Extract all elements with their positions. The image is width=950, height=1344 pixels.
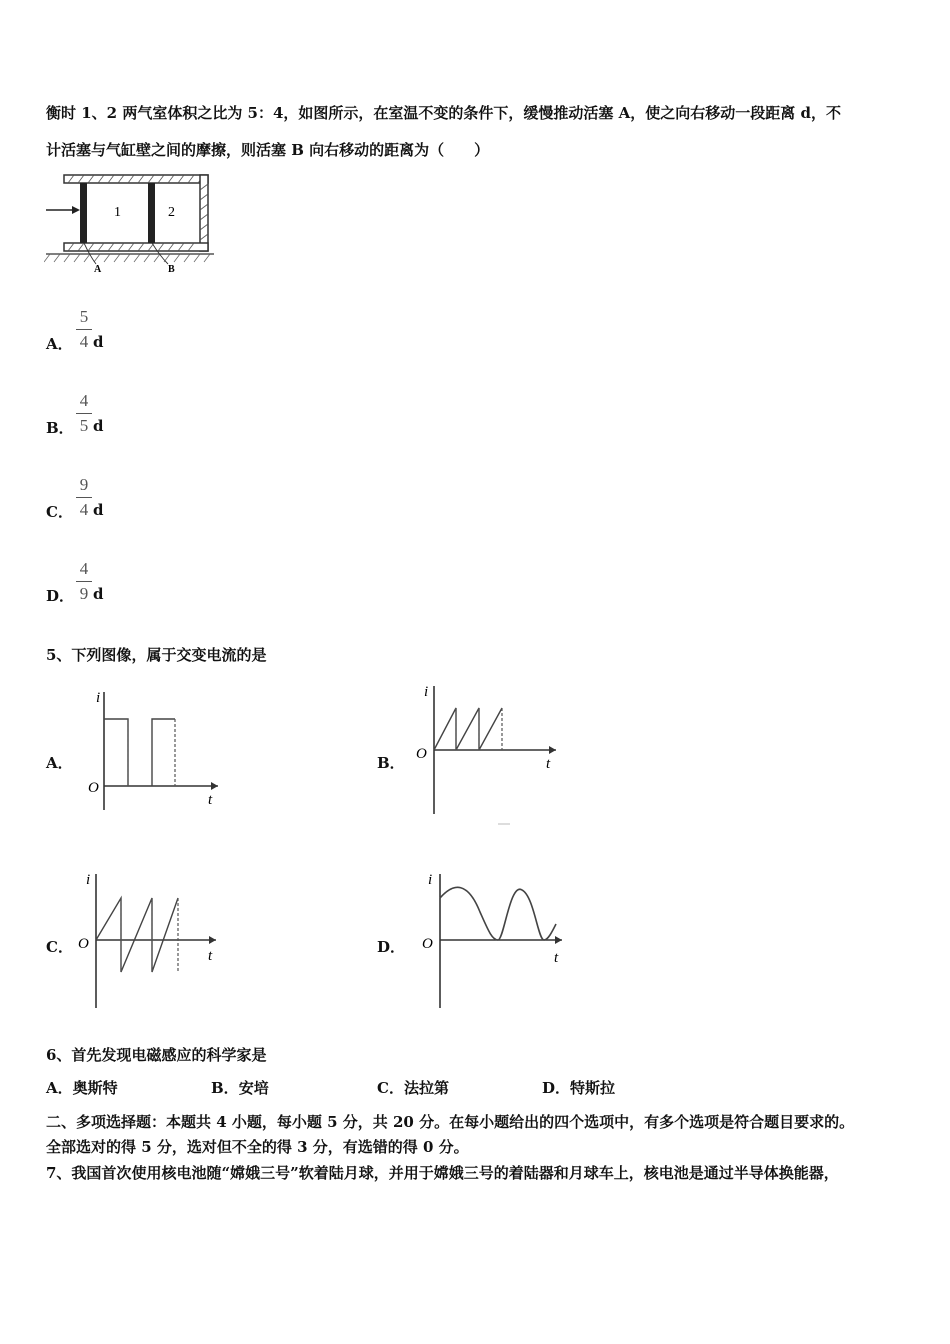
q6-option-d[interactable]	[542, 1077, 615, 1098]
graph-a-square-pulse	[84, 686, 224, 810]
q4-option-c-unit: d	[93, 501, 104, 519]
x-axis-label: t	[208, 948, 213, 964]
q4-option-d-fraction	[76, 559, 92, 604]
graph-d-offset-sine	[418, 868, 568, 1010]
q4-text-line2: 计活塞与气缸壁之间的摩擦，则活塞 B 向右移动的距离为（ ）	[46, 141, 490, 159]
fraction-numerator: 5	[79, 307, 89, 326]
chamber-2-label: 2	[168, 205, 175, 220]
fraction-bar	[76, 497, 92, 498]
q4-option-d-unit: d	[93, 585, 104, 603]
q4-option-b-label[interactable]: B．	[46, 419, 74, 437]
option-label: D．	[542, 1079, 571, 1097]
option-label: C．	[377, 1079, 404, 1097]
q6-option-a[interactable]	[46, 1077, 118, 1098]
fraction-denominator: 4	[79, 500, 89, 519]
cylinder-piston-figure	[44, 170, 216, 275]
origin-label: O	[416, 746, 427, 762]
y-axis-label: i	[96, 690, 101, 706]
q4-option-c-label[interactable]: C．	[46, 503, 73, 521]
fraction-bar	[76, 413, 92, 414]
q4-option-a-unit: d	[93, 333, 104, 351]
fraction-denominator: 5	[79, 416, 89, 435]
piston-b-label: B	[168, 264, 175, 275]
option-label: A．	[46, 1079, 73, 1097]
q4-option-a-label[interactable]: A．	[46, 335, 73, 353]
x-axis-label: t	[546, 756, 551, 772]
option-text: 奥斯特	[72, 1079, 118, 1097]
q4-option-d-label[interactable]: D．	[46, 587, 75, 605]
chamber-1-label: 1	[114, 205, 121, 220]
fraction-numerator: 9	[79, 475, 89, 494]
q5-option-d-label[interactable]: D．	[377, 938, 406, 956]
q4-option-c-fraction	[76, 475, 92, 520]
q4-option-b-unit: d	[93, 417, 104, 435]
option-text: 特斯拉	[570, 1079, 616, 1097]
q5-stem: 5、下列图像，属于交变电流的是	[46, 646, 267, 664]
q7-stem: 7、我国首次使用核电池随“嫦娥三号”软着陆月球，并用于嫦娥三号的着陆器和月球车上，核电池是通过半导体换能器，	[46, 1164, 839, 1182]
y-axis-label: i	[428, 872, 433, 888]
section2-heading-line1: 二、多项选择题：本题共 4 小题，每小题 5 分，共 20 分。在每小题给出的四个选项中，有多个选项是符合题目要求的。	[46, 1113, 855, 1131]
fraction-denominator: 4	[79, 332, 89, 351]
q6-option-c[interactable]	[377, 1077, 449, 1098]
q4-option-b-fraction	[76, 391, 92, 436]
q5-option-b-label[interactable]: B．	[377, 754, 405, 772]
x-axis-label: t	[208, 792, 213, 808]
y-axis-label: i	[86, 872, 91, 888]
graph-c-bipolar-sawtooth	[74, 868, 224, 1010]
q5-option-c-label[interactable]: C．	[46, 938, 73, 956]
fraction-denominator: 9	[79, 584, 89, 603]
graph-b-sawtooth	[414, 680, 564, 830]
y-axis-label: i	[424, 684, 429, 700]
fraction-numerator: 4	[79, 391, 89, 410]
option-text: 安培	[238, 1079, 269, 1097]
section2-heading-line2: 全部选对的得 5 分，选对但不全的得 3 分，有选错的得 0 分。	[46, 1138, 469, 1156]
x-axis-label: t	[554, 950, 559, 966]
origin-label: O	[88, 780, 99, 796]
origin-label: O	[422, 936, 433, 952]
q6-stem: 6、首先发现电磁感应的科学家是	[46, 1046, 267, 1064]
option-text: 法拉第	[403, 1079, 449, 1097]
q4-option-a-fraction	[76, 307, 92, 352]
fraction-numerator: 4	[79, 559, 89, 578]
q5-option-a-label[interactable]: A．	[46, 754, 73, 772]
option-label: B．	[211, 1079, 239, 1097]
q6-option-b[interactable]	[211, 1077, 269, 1098]
fraction-bar	[76, 581, 92, 582]
fraction-bar	[76, 329, 92, 330]
q4-text-line1: 衡时 1、2 两气室体积之比为 5：4，如图所示，在室温不变的条件下，缓慢推动活塞 A，使之向右移动一段距离 d，不	[46, 104, 841, 122]
origin-label: O	[78, 936, 89, 952]
piston-a-label: A	[94, 264, 102, 275]
